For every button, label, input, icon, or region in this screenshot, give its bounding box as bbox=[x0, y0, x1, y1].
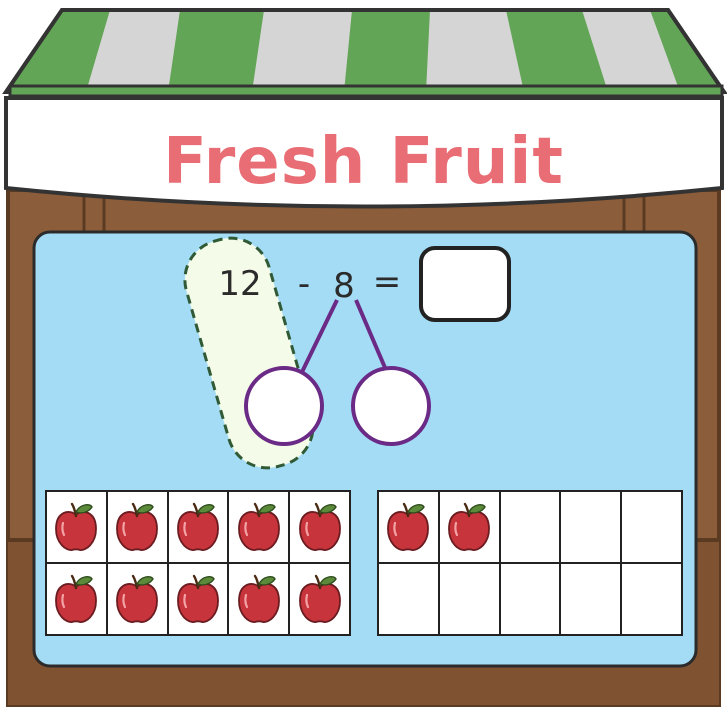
minus-sign: - bbox=[297, 264, 311, 304]
minuend-text: 12 bbox=[218, 264, 262, 304]
answer-box[interactable] bbox=[419, 246, 511, 322]
right-part-circle[interactable] bbox=[351, 366, 431, 446]
ten-frame-right bbox=[377, 490, 683, 636]
ten-frame-cell bbox=[379, 492, 438, 562]
apple-icon bbox=[296, 573, 344, 625]
ten-frame-cell bbox=[622, 492, 681, 562]
sign-title: Fresh Fruit bbox=[163, 125, 564, 199]
apple-icon bbox=[235, 573, 283, 625]
ten-frame-cell bbox=[108, 492, 167, 562]
ten-frame-cell bbox=[169, 564, 228, 634]
apple-icon bbox=[174, 573, 222, 625]
ten-frame-cell bbox=[290, 492, 349, 562]
ten-frame-cell bbox=[440, 564, 499, 634]
apple-icon bbox=[52, 501, 100, 553]
apple-icon bbox=[52, 573, 100, 625]
apple-icon bbox=[384, 501, 432, 553]
ten-frame-cell bbox=[622, 564, 681, 634]
ten-frame-left bbox=[45, 490, 351, 636]
ten-frame-cell bbox=[229, 492, 288, 562]
ten-frame-cell bbox=[501, 564, 560, 634]
ten-frame-cell bbox=[47, 564, 106, 634]
apple-icon bbox=[113, 573, 161, 625]
left-part-circle[interactable] bbox=[244, 366, 324, 446]
ten-frame-cell bbox=[47, 492, 106, 562]
apple-icon bbox=[113, 501, 161, 553]
ten-frame-cell bbox=[501, 492, 560, 562]
ten-frame-cell bbox=[169, 492, 228, 562]
ten-frame-cell bbox=[561, 564, 620, 634]
subtrahend-text: 8 bbox=[333, 266, 355, 306]
equals-sign: = bbox=[372, 262, 402, 302]
ten-frame-cell bbox=[229, 564, 288, 634]
ten-frame-cell bbox=[290, 564, 349, 634]
ten-frame-cell bbox=[108, 564, 167, 634]
apple-icon bbox=[296, 501, 344, 553]
apple-icon bbox=[445, 501, 493, 553]
ten-frame-cell bbox=[440, 492, 499, 562]
ten-frame-cell bbox=[379, 564, 438, 634]
ten-frame-cell bbox=[561, 492, 620, 562]
apple-icon bbox=[174, 501, 222, 553]
apple-icon bbox=[235, 501, 283, 553]
